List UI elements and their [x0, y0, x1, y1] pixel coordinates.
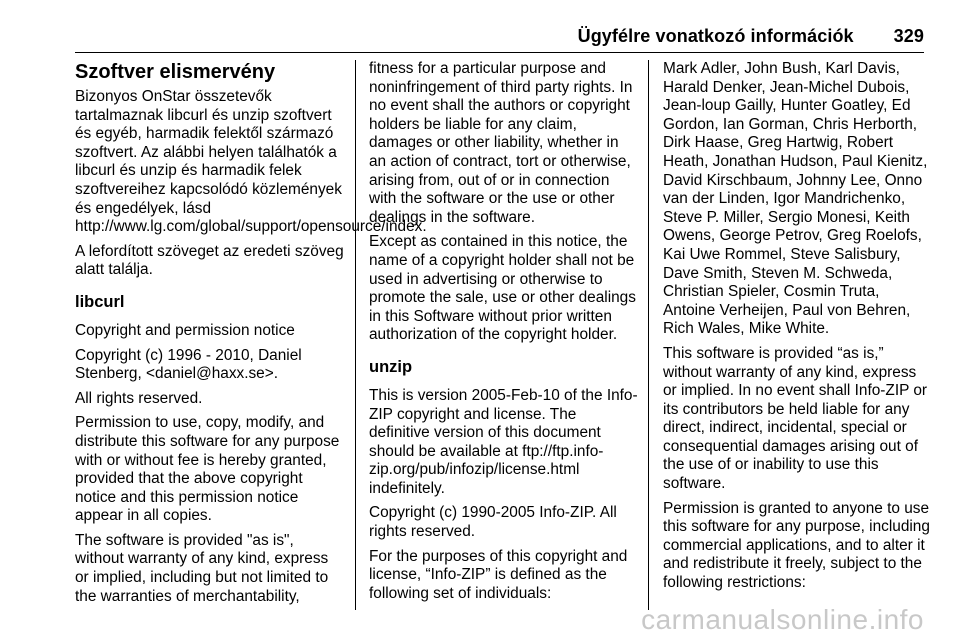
libcurl-warranty-start: The software is provided "as is", without warranty of any kind, express or implied, including but not limited to the warranties of merchantability, — [75, 531, 329, 605]
header-divider — [75, 52, 924, 53]
column-2 — [369, 60, 639, 609]
unzip-copyright: Copyright (c) 1990-2005 Info-ZIP. All rights reserved. — [369, 504, 617, 541]
unzip-permission: Permission is granted to anyone to use this software for any purpose, including commercial applications, and to alter it and redistribute it freely, subject to the following restrictions: — [663, 499, 930, 592]
page-header — [36, 26, 924, 47]
unzip-heading: unzip — [369, 357, 413, 376]
unzip-warranty: This software is provided “as is,” without warranty of any kind, express or implied. In no event shall Info-ZIP or its contributors be held liable for any direct, indirect, incidental, special or consequential damages arising out of the use of or inability to use this software. — [663, 344, 928, 493]
column-1 — [75, 60, 427, 612]
contributors-list: Mark Adler, John Bush, Karl Davis, Harald Denker, Jean-Michel Dubois, Jean-loup Gailly, Hunter Goatley, Ed Gordon, Ian Gorman, Chris Herborth, Dirk Haase, Greg Hartwig, Robert Heath, Jonathan Hudson, Paul Kienitz, David Kirschbaum, Johnny Lee, Onno van der Linden, Igor Mandrichenko, Steve P. Miller, Sergio Monesi, Keith Owens, George Petrov, Greg Roelofs, Kai Uwe Rommel, Steve Salisbury, Dave Smith, Steven M. Schweda, Christian Spieler, Cosmin Truta, Antoine Verheijen, Paul von Behren, Rich Wales, Mike White. — [663, 60, 928, 338]
page-number: 329 — [893, 26, 924, 46]
translation-note: A lefordított szöveget az eredeti szöveg alatt találja. — [75, 242, 344, 279]
intro-paragraph: Bizonyos OnStar összetevők tartalmaznak libcurl és unzip szoftvert és egyéb, harmadik felektől származó szoftvert. Az alábbi helyen találhatók a libcurl és unzip és harmadik felek szoftvereihez kapcsolódó közlemények és engedélyek, lásd http://www.lg.com/global/support/opensource/index. — [75, 88, 427, 236]
unzip-version: This is version 2005-Feb-10 of the Info-ZIP copyright and license. The definitive version of this document should be available at ftp://ftp.info-zip.org/pub/infozip/license.html indefinitely. — [369, 386, 638, 497]
libcurl-rights: All rights reserved. — [75, 389, 203, 407]
libcurl-notice-title: Copyright and permission notice — [75, 321, 295, 339]
libcurl-name-restriction: Except as contained in this notice, the name of a copyright holder shall not be used in advertising or otherwise to promote the sale, use or other dealings in this Software without prior written authorization of the copyright holder. — [369, 233, 636, 344]
watermark: carmanualsonline.info — [641, 604, 924, 635]
libcurl-heading: libcurl — [75, 292, 125, 311]
section-heading: Szoftver elismervény — [75, 61, 276, 83]
libcurl-warranty-cont: fitness for a particular purpose and noninfringement of third party rights. In no event shall the authors or copyright holders be liable for any claim, damages or other liability, whether in an action of contract, tort or otherwise, arising from, out of or in connection with the software or the use or other dealings in the software. — [369, 60, 633, 226]
unzip-definition: For the purposes of this copyright and license, “Info-ZIP” is defined as the following set of individuals: — [369, 547, 628, 602]
column-3 — [663, 60, 933, 599]
libcurl-copyright: Copyright (c) 1996 - 2010, Daniel Stenberg, <daniel@haxx.se>. — [75, 346, 302, 383]
column-divider-1 — [355, 60, 356, 610]
libcurl-permission: Permission to use, copy, modify, and distribute this software for any purpose with or without fee is hereby granted, provided that the above copyright notice and this permission notice appear in all copies. — [75, 414, 340, 525]
section-title: Ügyfélre vonatkozó információk — [577, 26, 854, 46]
column-divider-2 — [648, 60, 649, 610]
